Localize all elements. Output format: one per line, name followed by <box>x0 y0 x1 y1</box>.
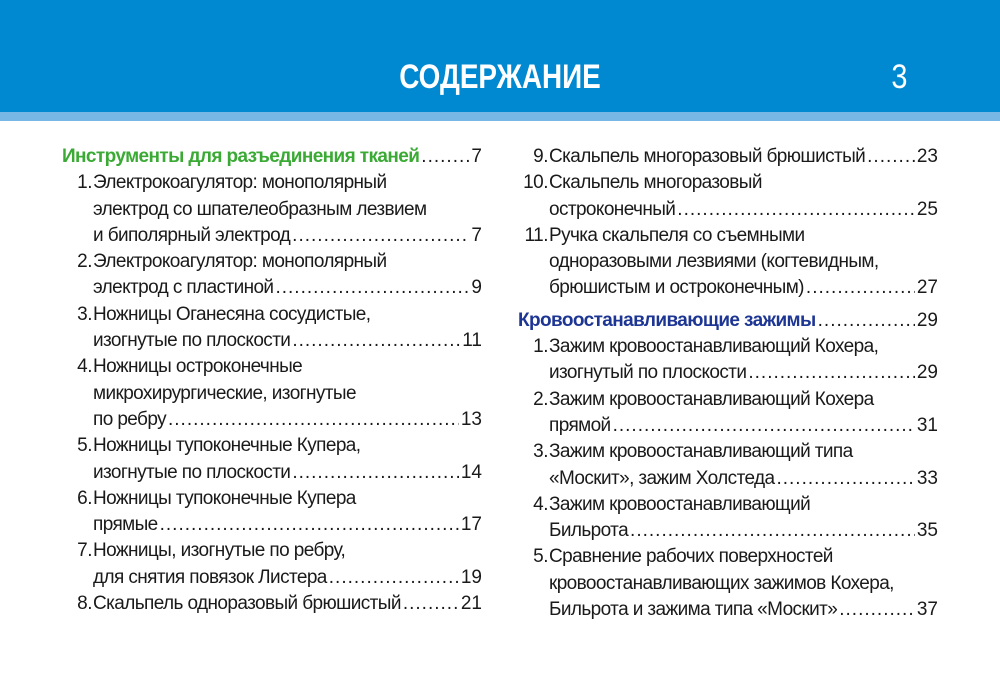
entry-page: 14 <box>460 461 482 483</box>
toc-entry[interactable] <box>518 170 938 223</box>
toc-entry[interactable] <box>518 144 938 170</box>
entry-text: одноразовыми лезвиями (когтевидным, <box>549 251 879 273</box>
entry-number: 5. <box>77 435 92 457</box>
entry-line <box>549 170 938 196</box>
entry-body <box>549 144 938 170</box>
entry-number: 11. <box>524 224 548 246</box>
leader-dots <box>275 275 469 301</box>
entry-number: 2. <box>533 388 548 410</box>
entry-text: кровоостанавливающих зажимов Кохера, <box>549 572 894 594</box>
entry-text: «Москит», зажим Холстеда <box>549 467 775 489</box>
entry-line <box>549 544 938 570</box>
entry-text: Скальпель одноразовый брюшистый <box>93 593 401 615</box>
entry-text: Ножницы тупоконечные Купера, <box>93 435 361 457</box>
entry-text: Ножницы тупоконечные Купера <box>93 487 356 509</box>
entry-text: Ножницы, изогнутые по ребру, <box>93 540 346 562</box>
entry-body <box>93 170 482 249</box>
entry-last-line[interactable] <box>549 518 938 544</box>
entry-page: 21 <box>460 593 482 615</box>
entry-last-line[interactable] <box>549 197 938 223</box>
entry-text: по ребру <box>93 408 166 430</box>
entry-last-line[interactable] <box>93 591 482 617</box>
entry-text: Электрокоагулятор: монополярный <box>93 172 387 194</box>
entry-text: и биполярный электрод <box>93 224 291 246</box>
toc-entry[interactable] <box>62 538 482 591</box>
entry-number: 1. <box>77 172 92 194</box>
entry-page: 23 <box>916 146 938 167</box>
entry-line <box>549 387 938 413</box>
header-stripe <box>0 112 1000 121</box>
section-heading-hemostatic-clamps[interactable] <box>518 308 938 334</box>
entry-page: 29 <box>916 362 938 384</box>
entry-number: 7. <box>77 540 92 562</box>
entry-body <box>93 433 482 486</box>
entry-page: 7 <box>471 146 482 167</box>
entry-last-line[interactable] <box>549 360 938 386</box>
entry-text: электрод со шпателеобразным лезвием <box>93 198 427 220</box>
entry-page: 17 <box>460 514 482 536</box>
leader-dots <box>292 460 459 486</box>
leader-dots <box>839 597 915 623</box>
entry-page: 13 <box>460 408 482 430</box>
entry-body <box>549 170 938 223</box>
leader-dots <box>160 512 459 538</box>
entry-last-line[interactable] <box>93 275 482 301</box>
leader-dots <box>292 223 469 249</box>
entry-number: 4. <box>77 356 92 378</box>
page-number: 3 <box>891 58 908 96</box>
entry-page: 29 <box>916 309 938 331</box>
entry-text: электрод с пластиной <box>93 277 274 299</box>
entry-text: Бильрота и зажима типа «Москит» <box>549 599 838 621</box>
leader-dots <box>806 275 915 301</box>
entry-text: остроконечный <box>549 198 676 220</box>
entry-page: 37 <box>916 599 938 621</box>
toc-entry[interactable] <box>62 302 482 355</box>
entry-text: изогнутый по плоскости <box>549 362 747 384</box>
toc-entry[interactable] <box>518 439 938 492</box>
entry-number: 9. <box>533 146 548 167</box>
leader-dots <box>867 144 915 170</box>
toc-entry[interactable] <box>62 486 482 539</box>
entry-last-line[interactable] <box>549 466 938 492</box>
leader-dots <box>613 413 915 439</box>
entry-text: Зажим кровоостанавливающий типа <box>549 441 853 463</box>
entry-number: 3. <box>533 441 548 463</box>
entry-line <box>93 249 482 275</box>
entry-line <box>93 381 482 407</box>
toc-entry[interactable] <box>62 433 482 486</box>
entry-body <box>549 439 938 492</box>
entry-line <box>93 433 482 459</box>
leader-dots <box>818 308 915 334</box>
entry-text: Электрокоагулятор: монополярный <box>93 251 387 273</box>
entry-number: 10. <box>523 172 548 194</box>
entry-last-line[interactable] <box>549 275 938 301</box>
entry-page: 19 <box>460 566 482 588</box>
entry-text: брюшистым и остроконечным) <box>549 277 804 299</box>
toc-entry[interactable] <box>518 492 938 545</box>
entry-number: 4. <box>533 493 548 515</box>
toc-entry[interactable] <box>518 544 938 623</box>
entry-text: Бильрота <box>549 520 629 542</box>
entry-text: изогнутые по плоскости <box>93 461 291 483</box>
leader-dots <box>168 407 459 433</box>
entry-body <box>93 302 482 355</box>
entry-text: микрохирургические, изогнутые <box>93 382 356 404</box>
entry-number: 1. <box>533 336 548 358</box>
entry-page: 25 <box>916 198 938 220</box>
entry-text: Скальпель многоразовый <box>549 172 762 194</box>
entry-body <box>93 538 482 591</box>
entry-last-line[interactable] <box>93 512 482 538</box>
entry-page: 35 <box>916 520 938 542</box>
entry-line <box>93 354 482 380</box>
page-title: СОДЕРЖАНИЕ <box>399 58 601 96</box>
entry-last-line[interactable] <box>549 597 938 623</box>
entry-line <box>93 302 482 328</box>
toc-entry[interactable] <box>518 334 938 387</box>
entry-last-line[interactable] <box>93 328 482 354</box>
entry-line <box>549 439 938 465</box>
toc-entry[interactable] <box>518 223 938 302</box>
entry-text: Сравнение рабочих поверхностей <box>549 546 833 568</box>
entry-text: Скальпель многоразовый брюшистый <box>549 146 866 167</box>
entry-page: 27 <box>916 277 938 299</box>
toc-column-right <box>518 144 938 623</box>
toc-entry[interactable] <box>62 354 482 433</box>
entry-body <box>93 486 482 539</box>
entry-body <box>549 387 938 440</box>
entry-line <box>549 334 938 360</box>
leader-dots <box>630 518 915 544</box>
section-heading-tissue-separation[interactable] <box>62 144 482 170</box>
entry-page: 33 <box>916 467 938 489</box>
entry-body <box>549 223 938 302</box>
entry-number: 2. <box>77 251 92 273</box>
entry-text: изогнутые по плоскости <box>93 330 291 352</box>
leader-dots <box>776 466 914 492</box>
entry-page: 9 <box>471 277 482 299</box>
leader-dots <box>403 591 459 617</box>
entry-text: для снятия повязок Листера <box>93 566 327 588</box>
leader-dots <box>292 328 460 354</box>
entry-body <box>549 334 938 387</box>
entry-text: Зажим кровоостанавливающий Кохера <box>549 388 874 410</box>
entry-number: 5. <box>533 546 548 568</box>
entry-page: 11 <box>462 330 482 352</box>
toc-column-left <box>62 144 482 617</box>
toc-entry[interactable] <box>518 387 938 440</box>
entry-page: 31 <box>916 414 938 436</box>
leader-dots <box>748 360 915 386</box>
entry-last-line[interactable] <box>549 413 938 439</box>
entry-body <box>549 492 938 545</box>
entry-line <box>93 197 482 223</box>
entry-number: 6. <box>77 487 92 509</box>
entry-body <box>93 591 482 617</box>
entry-last-line[interactable] <box>549 144 938 170</box>
entry-text: прямые <box>93 514 158 536</box>
toc-entry[interactable] <box>62 249 482 302</box>
entry-body <box>549 544 938 623</box>
leader-dots <box>329 565 459 591</box>
entry-text: Зажим кровоостанавливающий <box>549 493 811 515</box>
entry-body <box>93 354 482 433</box>
entry-line <box>93 486 482 512</box>
leader-dots <box>677 197 915 223</box>
toc-entry[interactable] <box>62 170 482 249</box>
entry-text: Зажим кровоостанавливающий Кохера, <box>549 336 879 358</box>
toc-entry[interactable] <box>62 591 482 617</box>
entry-text: Ножницы Оганесяна сосудистые, <box>93 303 371 325</box>
entry-text: Ручка скальпеля со съемными <box>549 224 805 246</box>
entry-line <box>549 223 938 249</box>
entry-last-line[interactable] <box>93 407 482 433</box>
entry-page: 7 <box>471 224 482 246</box>
entry-line <box>549 492 938 518</box>
entry-last-line[interactable] <box>93 565 482 591</box>
entry-body <box>93 249 482 302</box>
entry-number: 3. <box>77 303 92 325</box>
entry-text: прямой <box>549 414 611 436</box>
entry-line <box>93 538 482 564</box>
entry-line <box>549 249 938 275</box>
leader-dots <box>421 144 469 170</box>
entry-line <box>93 170 482 196</box>
entry-line <box>549 571 938 597</box>
entry-text: Ножницы остроконечные <box>93 356 303 378</box>
entry-text: Кровоостанавливающие зажимы <box>518 309 816 331</box>
entry-text: Инструменты для разъединения тканей <box>62 146 420 167</box>
entry-last-line[interactable] <box>93 460 482 486</box>
entry-last-line[interactable] <box>93 223 482 249</box>
entry-number: 8. <box>77 593 92 615</box>
